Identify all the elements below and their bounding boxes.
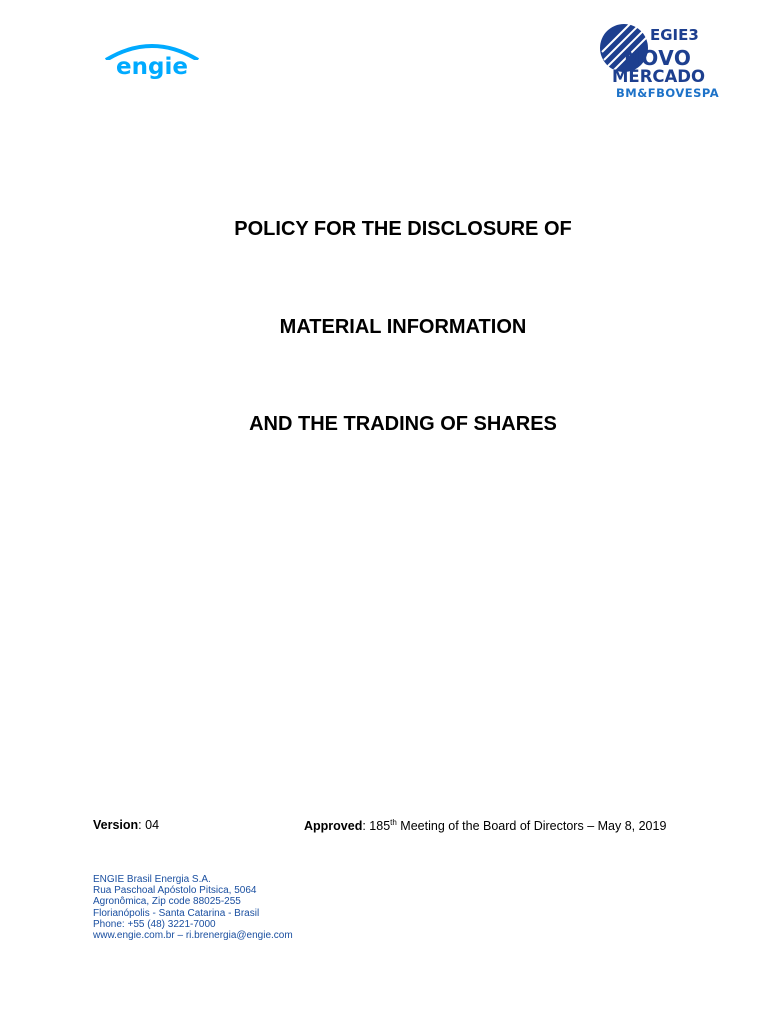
street-address: Rua Paschoal Apóstolo Pitsica, 5064 bbox=[93, 885, 257, 897]
document-title-line3: AND THE TRADING OF SHARES bbox=[249, 413, 557, 435]
company-address bbox=[93, 874, 293, 941]
version-label: Version bbox=[93, 818, 139, 832]
web-email-contacts[interactable]: www.engie.com.br – ri.brenergia@engie.com bbox=[93, 930, 293, 942]
segment-name-line2: MERCADO bbox=[612, 67, 705, 86]
approved-meeting-details: Meeting of the Board of Directors – May 8, 2019 bbox=[396, 819, 667, 833]
approval-info bbox=[304, 818, 666, 833]
exchange-name: BM&FBOVESPA bbox=[616, 86, 720, 100]
company-name: ENGIE Brasil Energia S.A. bbox=[93, 874, 211, 885]
phone-number: Phone: +55 (48) 3221-7000 bbox=[93, 918, 216, 930]
engie-logo bbox=[98, 38, 206, 84]
segment-name-line1: NOVO bbox=[624, 46, 692, 70]
version-value: : 04 bbox=[138, 818, 160, 832]
approved-label: Approved bbox=[304, 819, 363, 833]
version-info bbox=[93, 818, 159, 832]
engie-logo-text: engie bbox=[116, 54, 188, 80]
ticker-symbol: EGIE3 bbox=[650, 26, 699, 44]
document-title-line2: MATERIAL INFORMATION bbox=[279, 316, 527, 338]
city-state-country: Florianópolis - Santa Catarina - Brasil bbox=[93, 907, 260, 919]
district-zip: Agronômica, Zip code 88025-255 bbox=[93, 896, 241, 908]
novo-mercado-logo bbox=[598, 22, 720, 100]
document-title-line1: POLICY FOR THE DISCLOSURE OF bbox=[234, 218, 572, 240]
approved-meeting-number: : 185 bbox=[362, 819, 391, 833]
approved-ordinal-suffix: th bbox=[390, 818, 397, 827]
